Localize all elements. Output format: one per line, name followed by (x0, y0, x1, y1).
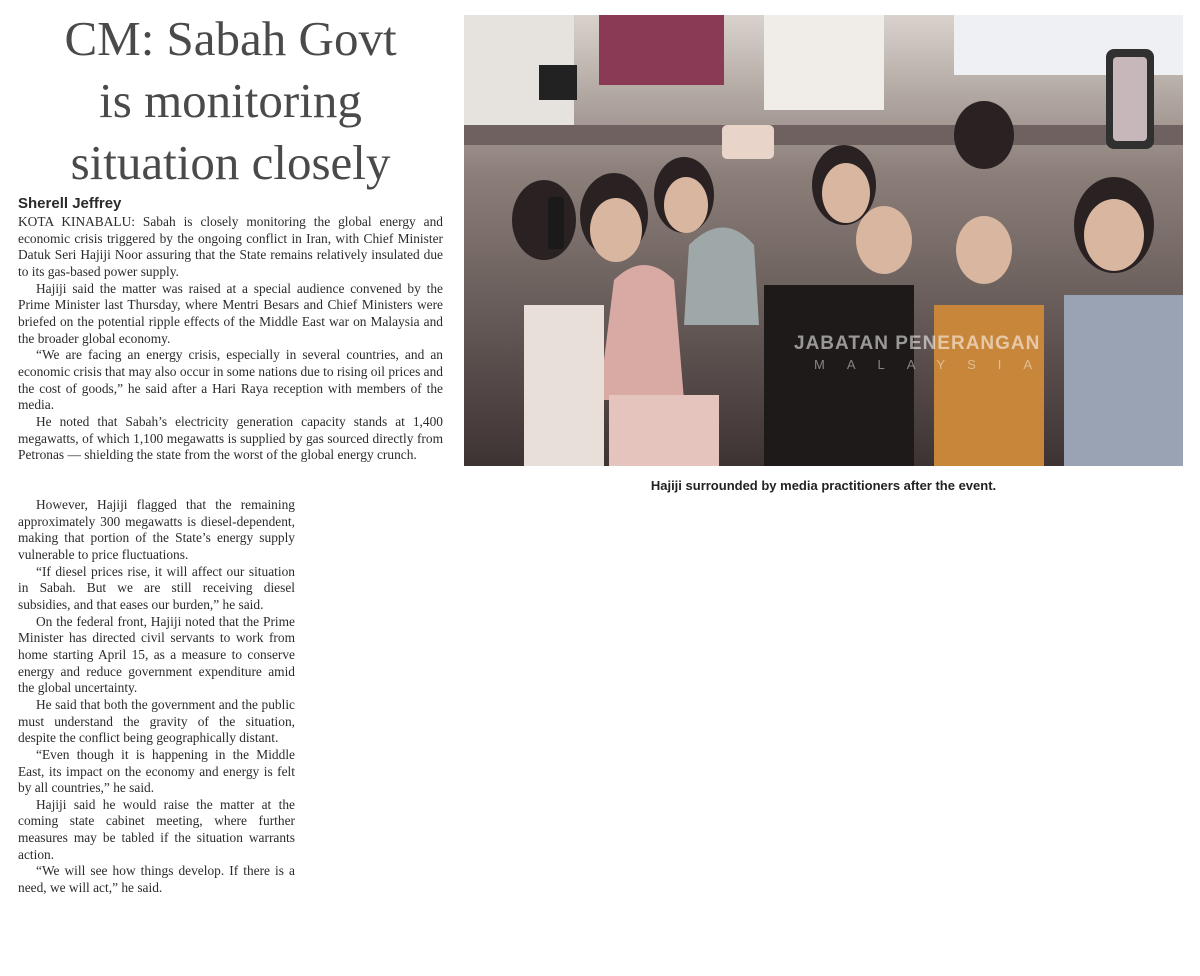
article-column-wide (18, 214, 443, 464)
article-paragraph: Hajiji said he would raise the matter at the coming state cabinet meeting, where further measures may be tabled if the situation warrants action. (18, 796, 295, 862)
headline (18, 8, 443, 194)
article-paragraph: “If diesel prices rise, it will affect our situation in Sabah. But we are still receiving diesel subsidies, and that eases our burden,” he said. (18, 563, 295, 612)
headline-line-1: CM: Sabah Govt (64, 11, 397, 66)
article-paragraph: On the federal front, Hajiji noted that the Prime Minister has directed civil servants to work from home starting April 15, as a measure to conserve energy and reduce government expenditure amid the global uncertainty. (18, 613, 295, 696)
headline-line-2: is monitoring (99, 73, 362, 128)
photo-watermark-sub: MALAYSIA (814, 357, 1055, 372)
photo-crowd-illustration (464, 15, 1183, 466)
article-paragraph: KOTA KINABALU: Sabah is closely monitoring the global energy and economic crisis triggered by the ongoing conflict in Iran, with Chief Minister Datuk Seri Hajiji Noor assuring that the State remains relatively insulated due to its gas-based power supply. (18, 214, 443, 279)
article-column-narrow (18, 497, 295, 897)
headline-line-3: situation closely (70, 135, 391, 190)
byline: Sherell Jeffrey (18, 195, 122, 212)
article-paragraph: “We will see how things develop. If there is a need, we will act,” he said. (18, 863, 295, 896)
article-paragraph: “We are facing an energy crisis, especially in several countries, and an economic crisis that may also occur in some nations due to rising oil prices and the cost of goods,” he said after a Hari Raya reception with members of the media. (18, 347, 443, 413)
news-photo (464, 15, 1183, 466)
article-paragraph: Hajiji said the matter was raised at a special audience convened by the Prime Minister last Thursday, where Mentri Besars and Chief Ministers were briefed on the potential ripple effects of the Middle East war on Malaysia and the broader global economy. (18, 280, 443, 346)
article-paragraph: He noted that Sabah’s electricity generation capacity stands at 1,400 megawatts, of which 1,100 megawatts is supplied by gas sourced directly from Petronas — shielding the state from the worst of the global energy crunch. (18, 413, 443, 463)
article-paragraph: He said that both the government and the public must understand the gravity of the situation, despite the conflict being geographically distant. (18, 696, 295, 746)
article-paragraph: “Even though it is happening in the Middle East, its impact on the economy and energy is felt by all countries,” he said. (18, 746, 295, 796)
photo-caption: Hajiji surrounded by media practitioners after the event. (650, 478, 997, 493)
photo-watermark: JABATAN PENERANGAN (794, 333, 1041, 354)
article-paragraph: However, Hajiji flagged that the remaining approximately 300 megawatts is diesel-dependent, making that portion of the State’s energy supply vulnerable to price fluctuations. (18, 497, 295, 562)
